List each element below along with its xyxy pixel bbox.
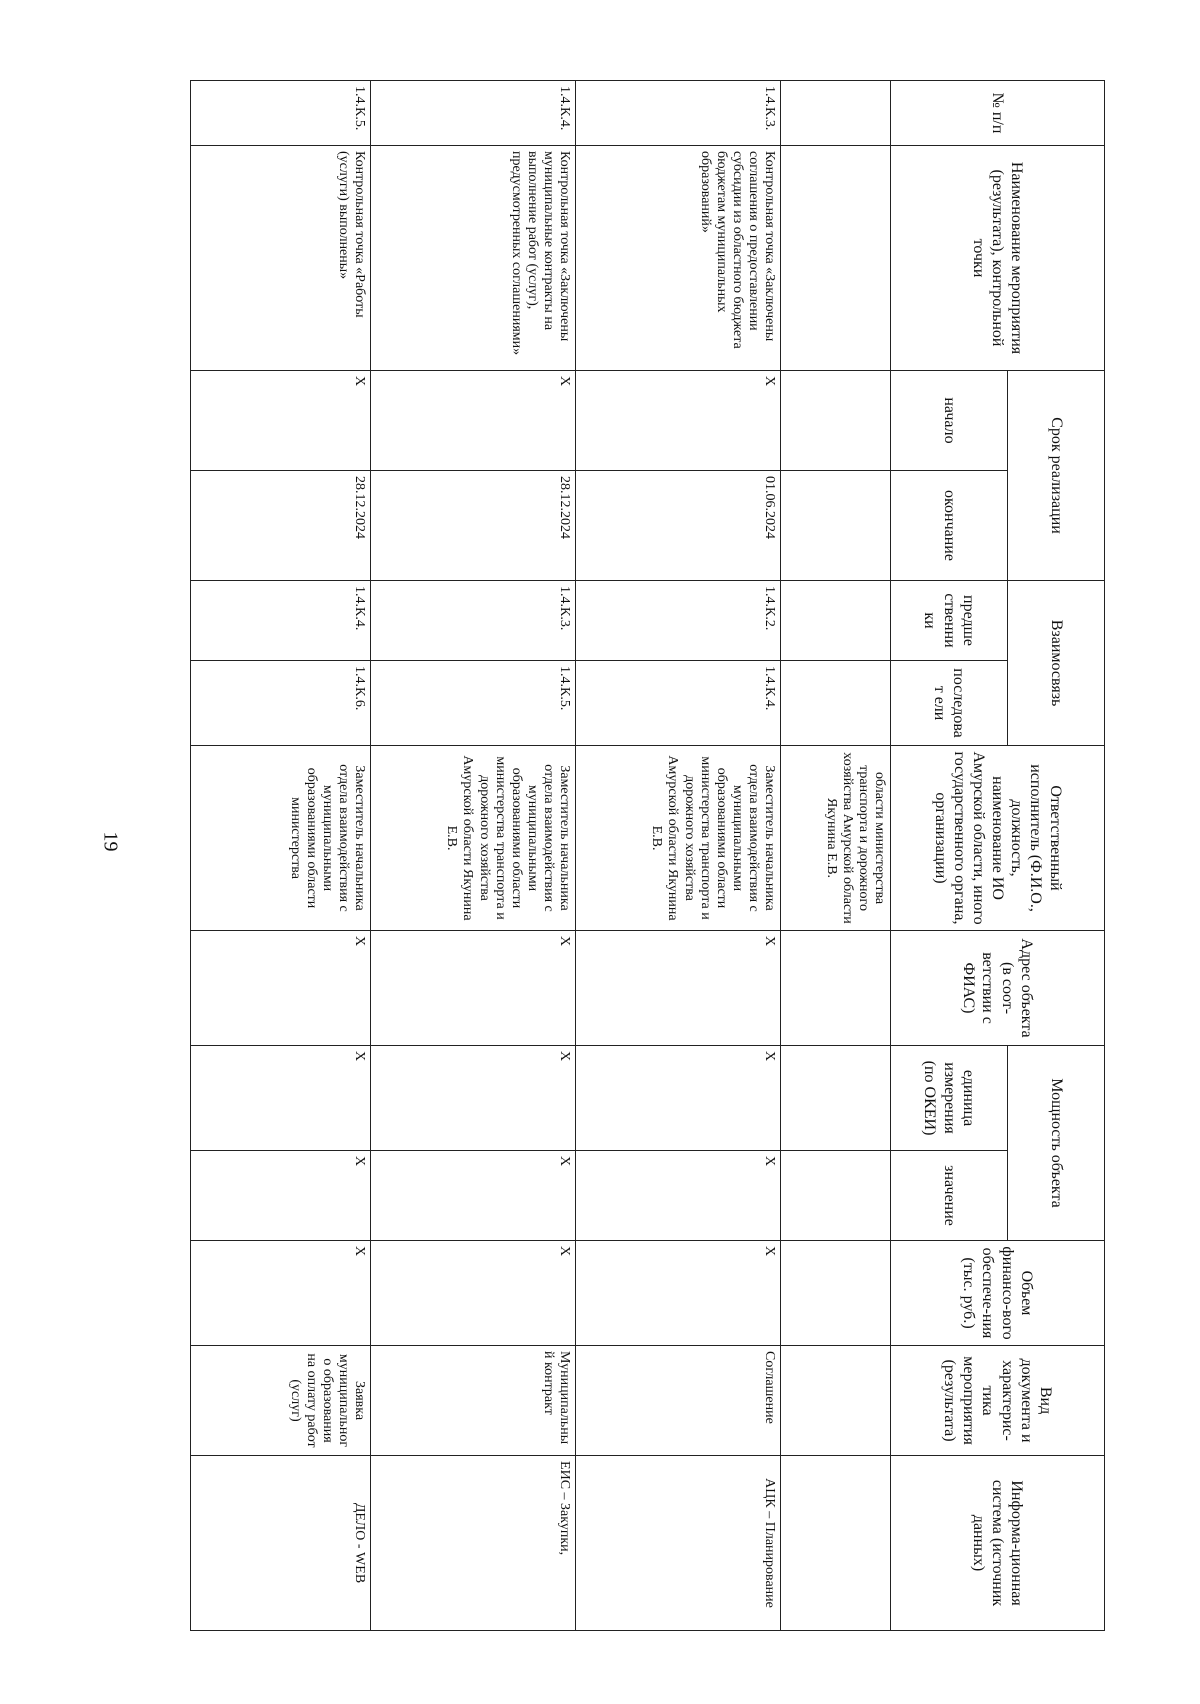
cell-end: 28.12.2024	[371, 471, 576, 581]
header-term-end: окончание	[891, 471, 1008, 581]
cell-doc: Заявка муниципального образования на оплату работ (услуг)	[191, 1346, 371, 1456]
cell-resp: Заместитель начальника отдела взаимодействия с муниципальными образованиями области министерства транспорта и дорожного хозяйства Амурской области Якунина Е.В.	[576, 746, 781, 931]
continuation-row	[781, 81, 891, 1631]
cell	[781, 581, 891, 661]
header-resp: Ответственный исполнитель (Ф.И.О., должность, наименование ИО Амурской области, иного государственного органа, организации)	[891, 746, 1105, 931]
measures-table	[190, 80, 1105, 1631]
cell-value: X	[371, 1151, 576, 1241]
header-row-1	[1008, 81, 1105, 1631]
cell-fin: X	[576, 1241, 781, 1346]
cell-value: X	[576, 1151, 781, 1241]
header-power-value: значение	[891, 1151, 1008, 1241]
cell	[781, 1456, 891, 1631]
header-term: Срок реализации	[1008, 371, 1105, 581]
cell	[781, 371, 891, 471]
cell	[781, 81, 891, 146]
header-power: Мощность объекта	[1008, 1046, 1105, 1241]
header-link-prev: предше ственни ки	[891, 581, 1008, 661]
table-row	[576, 81, 781, 1631]
cell	[781, 1046, 891, 1151]
cell-prev: 1.4.К.3.	[371, 581, 576, 661]
cell	[781, 1151, 891, 1241]
cell-num: 1.4.К.4.	[371, 81, 576, 146]
cell-addr: X	[191, 931, 371, 1046]
cell-start: X	[576, 371, 781, 471]
cell-name: Контрольная точка «Заключены соглашения о предоставлении субсидии из областного бюджета бюджетам муниципальных образований»	[576, 146, 781, 371]
header-info: Информа-ционная система (источник данных)	[891, 1456, 1105, 1631]
header-link: Взаимосвязь	[1008, 581, 1105, 746]
cell-doc: Соглашение	[576, 1346, 781, 1456]
cell-next: 1.4.К.4.	[576, 661, 781, 746]
cell-start: X	[371, 371, 576, 471]
page-number: 19	[99, 831, 122, 852]
cell-name: Контрольная точка «Заключены муниципальные контракты на выполнение работ (услуг), предусмотренных соглашениями»	[371, 146, 576, 371]
cell-unit: X	[371, 1046, 576, 1151]
cell-addr: X	[371, 931, 576, 1046]
cell	[781, 1241, 891, 1346]
cell-prev: 1.4.К.4.	[191, 581, 371, 661]
header-term-start: начало	[891, 371, 1008, 471]
header-doc: Вид документа и характерис-тика мероприятия (результата)	[891, 1346, 1105, 1456]
cell-resp: области министерства транспорта и дорожного хозяйства Амурской области Якунина Е.В.	[781, 746, 891, 931]
cell	[781, 931, 891, 1046]
cell-end: 01.06.2024	[576, 471, 781, 581]
rotated-table-wrapper	[190, 80, 1105, 1631]
cell-resp: Заместитель начальника отдела взаимодействия с муниципальными образованиями области министерства	[191, 746, 371, 931]
cell-fin: X	[191, 1241, 371, 1346]
cell-next: 1.4.К.6.	[191, 661, 371, 746]
cell	[781, 146, 891, 371]
cell-name: Контрольная точка «Работы (услуги) выполнены»	[191, 146, 371, 371]
cell-resp: Заместитель начальника отдела взаимодействия с муниципальными образованиями области министерства транспорта и дорожного хозяйства Амурской области Якунина Е.В.	[371, 746, 576, 931]
cell-next: 1.4.К.5.	[371, 661, 576, 746]
table-row	[191, 81, 371, 1631]
cell-start: X	[191, 371, 371, 471]
cell	[781, 661, 891, 746]
cell-info: АЦК – Планирование	[576, 1456, 781, 1631]
cell-info: ДЕЛО - WEB	[191, 1456, 371, 1631]
header-power-unit: единица измерения (по ОКЕИ)	[891, 1046, 1008, 1151]
cell-num: 1.4.К.5.	[191, 81, 371, 146]
cell-fin: X	[371, 1241, 576, 1346]
cell-unit: X	[191, 1046, 371, 1151]
header-name: Наименование мероприятия (результата), контрольной точки	[891, 146, 1105, 371]
cell	[781, 1346, 891, 1456]
cell-info: ЕИС – Закупки,	[371, 1456, 576, 1631]
cell-num: 1.4.К.3.	[576, 81, 781, 146]
header-link-next: последоват ели	[891, 661, 1008, 746]
header-fin: Объем финансо-вого обеспече-ния (тыс. руб.)	[891, 1241, 1105, 1346]
cell-doc: Муниципальный контракт	[371, 1346, 576, 1456]
cell-addr: X	[576, 931, 781, 1046]
cell	[781, 471, 891, 581]
cell-unit: X	[576, 1046, 781, 1151]
header-num: № п/п	[891, 81, 1105, 146]
cell-end: 28.12.2024	[191, 471, 371, 581]
cell-prev: 1.4.К.2.	[576, 581, 781, 661]
table-row	[371, 81, 576, 1631]
cell-value: X	[191, 1151, 371, 1241]
header-addr: Адрес объекта (в соот-ветствии с ФИАС)	[891, 931, 1105, 1046]
